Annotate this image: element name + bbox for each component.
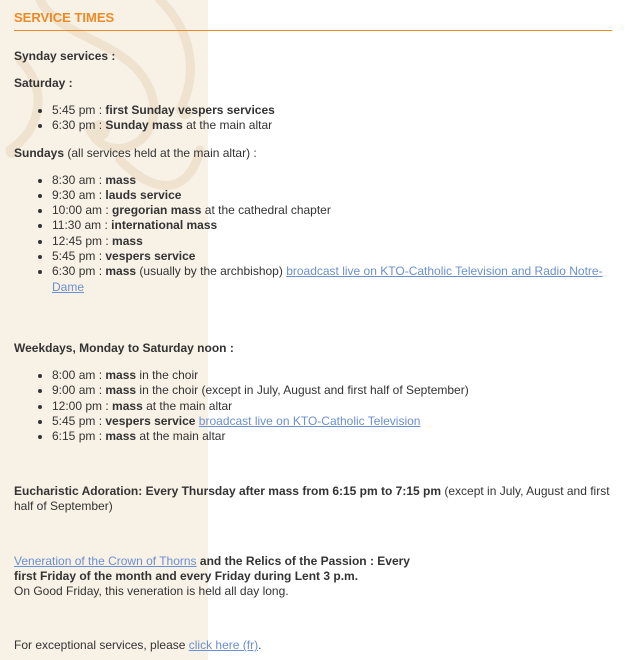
list-item: • 6:15 pm : mass at the main altar [52, 429, 620, 444]
list-item: • 12:45 pm : mass [52, 234, 620, 249]
list-item: • 12:00 pm : mass at the main altar [52, 399, 620, 414]
heading-text: Sundays [14, 145, 65, 160]
list-item: • 5:45 pm : first Sunday vespers services [52, 103, 620, 118]
weekdays-heading [14, 341, 620, 356]
list-item: • 8:30 am : mass [52, 173, 620, 188]
page-title: SERVICE TIMES [14, 0, 612, 31]
sundays-heading: Sundays (all services held at the main altar) : [14, 145, 257, 160]
list-item: • 9:00 am : mass in the choir (except in July, August and first half of September) [52, 383, 620, 398]
sunday-services-heading [14, 49, 620, 64]
veneration-paragraph: Veneration of the Crown of Thorns and the Relics of the Passion : Every first Friday of the month and every Friday during Lent 3 p.m. On Good Friday, this veneration is held all day long. [14, 554, 410, 599]
kto-tv-broadcast-link[interactable]: broadcast live on KTO-Catholic Television [198, 413, 421, 428]
eucharistic-adoration-paragraph: Eucharistic Adoration: Every Thursday after mass from 6:15 pm to 7:15 pm (except in July, August and first half of September) [14, 484, 610, 514]
heading-text: Synday services : [14, 49, 116, 63]
veneration-crown-of-thorns-link[interactable]: Veneration of the Crown of Thorns [14, 554, 197, 569]
heading-text: Weekdays, Monday to Saturday noon : [14, 340, 234, 355]
exceptional-services-paragraph: For exceptional services, please click here (fr). [14, 638, 262, 653]
saturday-heading [14, 76, 620, 91]
list-item: • 5:45 pm : vespers service broadcast live on KTO-Catholic Television [52, 414, 620, 429]
saturday-list [14, 103, 620, 134]
list-item: • 10:00 am : gregorian mass at the cathedral chapter [52, 203, 620, 218]
list-item: • 5:45 pm : vespers service [52, 249, 620, 264]
click-here-link[interactable]: click here (fr) [188, 638, 259, 653]
service-times-content [14, 0, 620, 653]
heading-text: Saturday : [14, 76, 73, 90]
list-item: • 6:30 pm : Sunday mass at the main altar [52, 118, 620, 133]
kto-radio-broadcast-link[interactable]: broadcast live on KTO-Catholic Television and Radio Notre-Dame [52, 264, 603, 294]
list-item: • 8:00 am : mass in the choir [52, 368, 620, 383]
list-item: • 6:30 pm : mass (usually by the archbishop) broadcast live on KTO-Catholic Television and Radio Notre-Dame [52, 264, 620, 295]
list-item: • 9:30 am : lauds service [52, 188, 620, 203]
weekdays-list [14, 368, 620, 444]
sundays-list [14, 173, 620, 295]
list-item: • 11:30 am : international mass [52, 218, 620, 233]
